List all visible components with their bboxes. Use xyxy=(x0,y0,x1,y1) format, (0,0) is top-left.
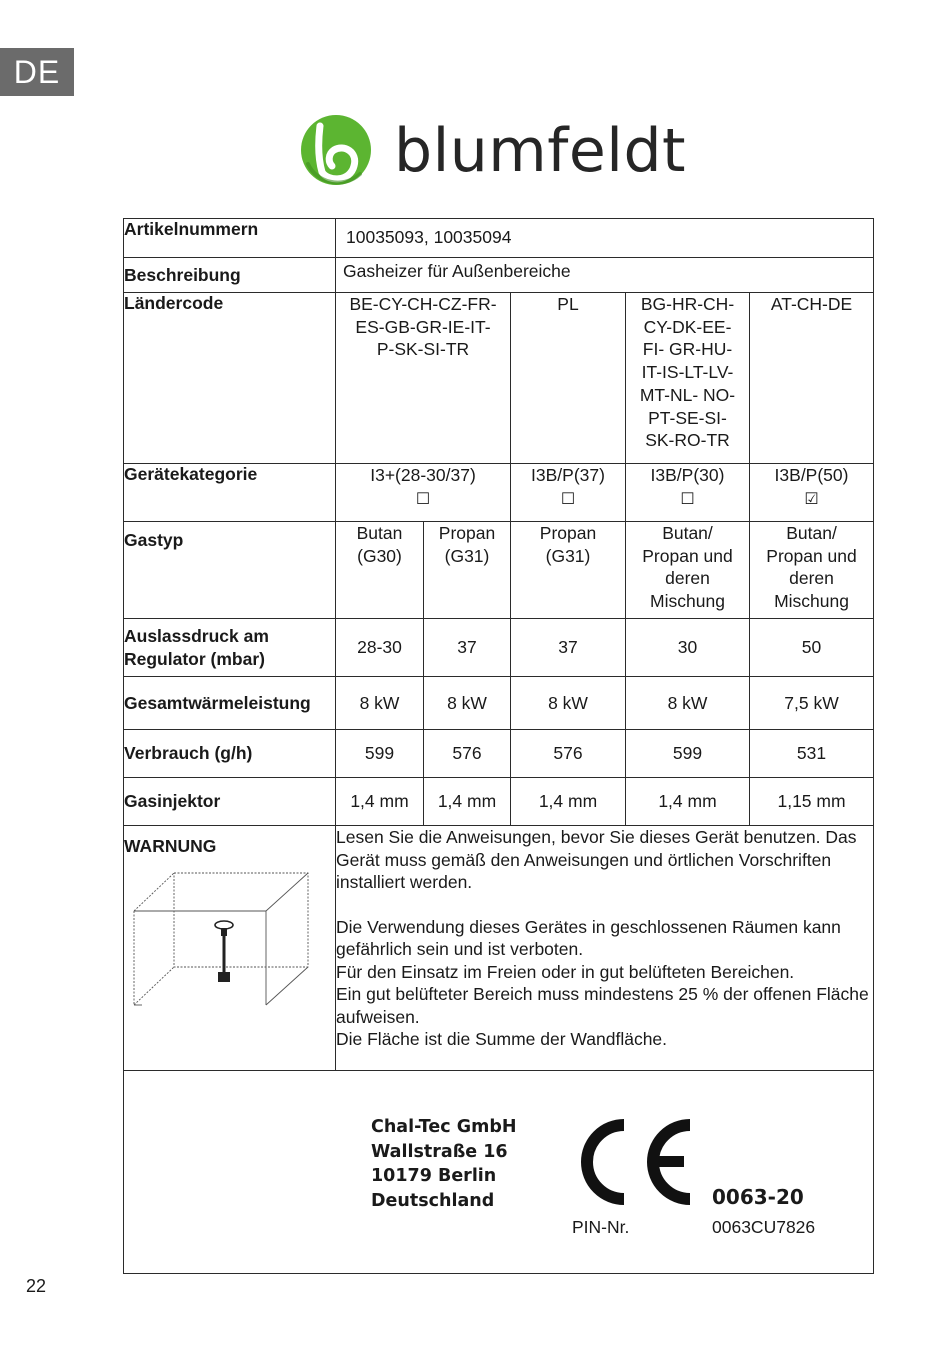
power-value-2: 8 kW xyxy=(424,677,511,730)
power-value-3: 8 kW xyxy=(511,677,626,730)
consumption-value-2: 576 xyxy=(424,730,511,778)
row-pressure xyxy=(124,619,874,677)
checkbox-unchecked-icon: ☐ xyxy=(560,490,576,508)
language-tab: DE xyxy=(0,48,74,96)
gastype-value-5: Butan/ Propan und deren Mischung xyxy=(750,522,874,619)
checkbox-unchecked-icon: ☐ xyxy=(680,490,695,508)
gastype-value-1: Butan (G30) xyxy=(336,522,424,619)
country-value-4: AT-CH-DE xyxy=(750,293,874,464)
country: Deutschland xyxy=(371,1190,495,1211)
warning-text xyxy=(336,826,874,1071)
category-label: Gerätekategorie xyxy=(124,464,336,522)
row-article xyxy=(124,219,874,258)
notified-body-number: 0063-20 xyxy=(712,1185,804,1209)
spec-table xyxy=(123,218,874,1274)
row-injector xyxy=(124,778,874,826)
manufacturer-address xyxy=(371,1115,517,1213)
category-value-1: I3+(28-30/37) xyxy=(370,465,476,485)
row-country xyxy=(124,293,874,464)
gastype-label: Gastyp xyxy=(124,522,336,619)
warning-line-2: Für den Einsatz im Freien oder in gut belüfteten Bereichen. xyxy=(336,961,795,982)
warning-paragraph: Lesen Sie die Anweisungen, bevor Sie dieses Gerät benutzen. Das Gerät muss gemäß den Anweisungen und örtlichen Vorschriften installiert werden. xyxy=(336,827,857,892)
pin-label: PIN-Nr. xyxy=(572,1217,630,1237)
pressure-value-3: 37 xyxy=(511,619,626,677)
injector-value-4: 1,4 mm xyxy=(626,778,750,826)
brand-name: blumfeldt xyxy=(394,116,687,186)
row-category xyxy=(124,464,874,522)
category-cell-2 xyxy=(511,464,626,522)
blumfeldt-leaf-icon xyxy=(298,112,374,188)
street: Wallstraße 16 xyxy=(371,1141,508,1162)
row-footer xyxy=(124,1071,874,1274)
category-cell-3 xyxy=(626,464,750,522)
gastype-value-4: Butan/ Propan und deren Mischung xyxy=(626,522,750,619)
checkbox-checked-icon: ☑ xyxy=(804,490,819,508)
consumption-value-1: 599 xyxy=(336,730,424,778)
category-cell-4 xyxy=(750,464,874,522)
warning-line-3: Ein gut belüfteter Bereich muss mindestens 25 % der offenen Fläche aufweisen. xyxy=(336,984,869,1027)
country-label: Ländercode xyxy=(124,293,336,464)
category-value-2: I3B/P(37) xyxy=(531,465,605,485)
row-consumption xyxy=(124,730,874,778)
row-gastype xyxy=(124,522,874,619)
injector-value-1: 1,4 mm xyxy=(336,778,424,826)
heater-in-room-icon xyxy=(132,871,312,1006)
category-value-4: I3B/P(50) xyxy=(774,465,849,485)
category-value-3: I3B/P(30) xyxy=(650,465,725,485)
row-power xyxy=(124,677,874,730)
outdoor-area-illustration xyxy=(132,871,335,1011)
country-value-1: BE-CY-CH-CZ-FR-ES-GB-GR-IE-IT-P-SK-SI-TR xyxy=(336,293,511,464)
row-description xyxy=(124,258,874,293)
consumption-value-5: 531 xyxy=(750,730,874,778)
consumption-value-3: 576 xyxy=(511,730,626,778)
pin-value: 0063CU7826 xyxy=(712,1217,816,1237)
warning-line-4: Die Fläche ist die Summe der Wandfläche. xyxy=(336,1029,668,1049)
warning-cell xyxy=(124,826,336,1071)
pressure-label: Auslassdruck am Regulator (mbar) xyxy=(124,619,336,677)
brand-logo xyxy=(298,112,698,192)
consumption-value-4: 599 xyxy=(626,730,750,778)
category-cell-1 xyxy=(336,464,511,522)
consumption-label: Verbrauch (g/h) xyxy=(124,730,336,778)
description-value: Gasheizer für Außenbereiche xyxy=(336,258,874,293)
description-label: Beschreibung xyxy=(124,258,336,293)
pressure-value-2: 37 xyxy=(424,619,511,677)
gastype-value-3: Propan (G31) xyxy=(511,522,626,619)
pressure-value-4: 30 xyxy=(626,619,750,677)
pressure-value-5: 50 xyxy=(750,619,874,677)
ce-mark-icon xyxy=(574,1119,704,1205)
power-label: Gesamtwärmeleistung xyxy=(124,677,336,730)
injector-value-5: 1,15 mm xyxy=(750,778,874,826)
country-value-2: PL xyxy=(511,293,626,464)
row-warning xyxy=(124,826,874,1071)
checkbox-unchecked-icon: ☐ xyxy=(415,490,431,508)
pressure-value-1: 28-30 xyxy=(336,619,424,677)
city: 10179 Berlin xyxy=(371,1166,497,1186)
manufacturer-footer xyxy=(124,1071,874,1274)
warning-line-1: Die Verwendung dieses Gerätes in geschlossenen Räumen kann gefährlich sein und ist verboten. xyxy=(336,916,841,959)
power-value-5: 7,5 kW xyxy=(750,677,874,730)
power-value-4: 8 kW xyxy=(626,677,750,730)
page-number: 22 xyxy=(26,1276,47,1296)
warning-label: WARNUNG xyxy=(124,836,217,856)
article-value: 10035093, 10035094 xyxy=(336,219,874,258)
injector-value-2: 1,4 mm xyxy=(424,778,511,826)
gastype-value-2: Propan (G31) xyxy=(424,522,511,619)
injector-label: Gasinjektor xyxy=(124,778,336,826)
article-label: Artikelnummern xyxy=(124,219,336,258)
country-value-3: BG-HR-CH-CY-DK-EE-FI- GR-HU-IT-IS-LT-LV-MT-NL- NO-PT-SE-SI-SK-RO-TR xyxy=(626,293,750,464)
company-name: Chal-Tec GmbH xyxy=(371,1117,517,1137)
injector-value-3: 1,4 mm xyxy=(511,778,626,826)
power-value-1: 8 kW xyxy=(336,677,424,730)
